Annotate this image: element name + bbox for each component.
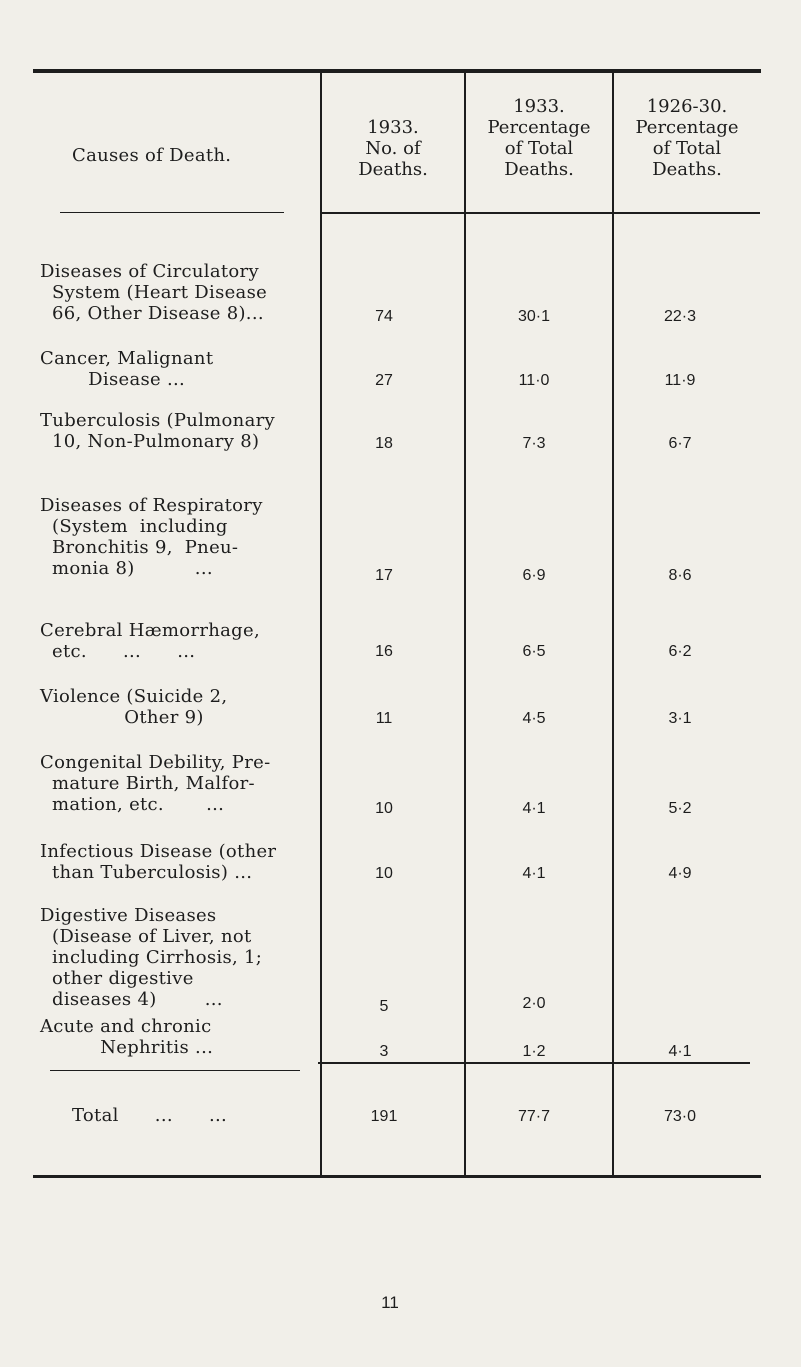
col-rule-2	[464, 72, 466, 1176]
row-label: Digestive Diseases (Disease of Liver, not including Cirrhosis, 1; other digestive diseases 4) ...	[40, 905, 263, 1010]
row-pct1926: 4·1	[668, 1043, 692, 1060]
total-rule-left	[50, 1070, 300, 1071]
row-pct1926: 3·1	[668, 710, 692, 727]
row-pct1926: 6·7	[668, 435, 692, 452]
total-pct1933: 77·7	[517, 1108, 551, 1125]
row-label: Infectious Disease (other than Tuberculosis) ...	[40, 841, 277, 883]
bottom-rule	[33, 1175, 761, 1178]
row-label: Diseases of Respiratory (System including Bronchitis 9, Pneu- monia 8) ...	[40, 495, 263, 579]
col-rule-3	[612, 72, 614, 1176]
row-pct1926: 11·9	[664, 372, 696, 389]
row-pct1926: 6·2	[668, 643, 692, 660]
header-rule-right	[322, 212, 760, 214]
row-pct1926: 22·3	[663, 308, 697, 325]
row-deaths: 17	[375, 567, 393, 584]
row-pct1926: 5·2	[668, 800, 692, 817]
page-number: 11	[381, 1293, 399, 1312]
header-rule-left	[60, 212, 284, 213]
header-col-deaths: 1933. No. of Deaths.	[358, 117, 428, 180]
row-deaths: 16	[375, 643, 393, 660]
row-pct1933: 11·0	[518, 372, 550, 389]
row-pct1933: 4·5	[522, 710, 546, 727]
header-col-pct1926: 1926-30. Percentage of Total Deaths.	[635, 96, 739, 180]
row-deaths: 11	[375, 710, 393, 727]
row-deaths: 74	[375, 308, 393, 325]
row-label: Violence (Suicide 2, Other 9)	[40, 686, 228, 728]
row-pct1926: 8·6	[668, 567, 692, 584]
row-label: Cancer, Malignant Disease ...	[40, 348, 214, 390]
total-rule-right	[318, 1062, 750, 1064]
row-deaths: 5	[379, 998, 389, 1015]
top-rule	[33, 69, 761, 73]
row-label: Cerebral Hæmorrhage, etc. ... ...	[40, 620, 260, 662]
row-deaths: 27	[375, 372, 393, 389]
row-deaths: 10	[375, 800, 393, 817]
row-pct1933: 2·0	[522, 995, 546, 1012]
row-pct1933: 4·1	[522, 800, 546, 817]
row-label: Tuberculosis (Pulmonary 10, Non-Pulmonary 8)	[40, 410, 275, 452]
row-pct1926: 4·9	[668, 865, 692, 882]
col-rule-1	[320, 72, 322, 1176]
row-pct1933: 1·2	[522, 1043, 546, 1060]
total-deaths: 191	[370, 1108, 398, 1125]
total-pct1926: 73·0	[663, 1108, 697, 1125]
row-pct1933: 7·3	[522, 435, 546, 452]
row-label: Congenital Debility, Pre- mature Birth, Malfor- mation, etc. ...	[40, 752, 271, 815]
row-pct1933: 6·5	[522, 643, 546, 660]
row-label: Acute and chronic Nephritis ...	[40, 1016, 214, 1058]
row-deaths: 10	[375, 865, 393, 882]
row-pct1933: 6·9	[522, 567, 546, 584]
row-pct1933: 4·1	[522, 865, 546, 882]
total-label: Total ... ...	[72, 1105, 228, 1126]
row-deaths: 3	[379, 1043, 389, 1060]
header-causes: Causes of Death.	[72, 145, 232, 166]
row-pct1933: 30·1	[517, 308, 551, 325]
row-deaths: 18	[375, 435, 393, 452]
header-col-pct1933: 1933. Percentage of Total Deaths.	[487, 96, 591, 180]
row-label: Diseases of Circulatory System (Heart Disease 66, Other Disease 8)...	[40, 261, 268, 324]
